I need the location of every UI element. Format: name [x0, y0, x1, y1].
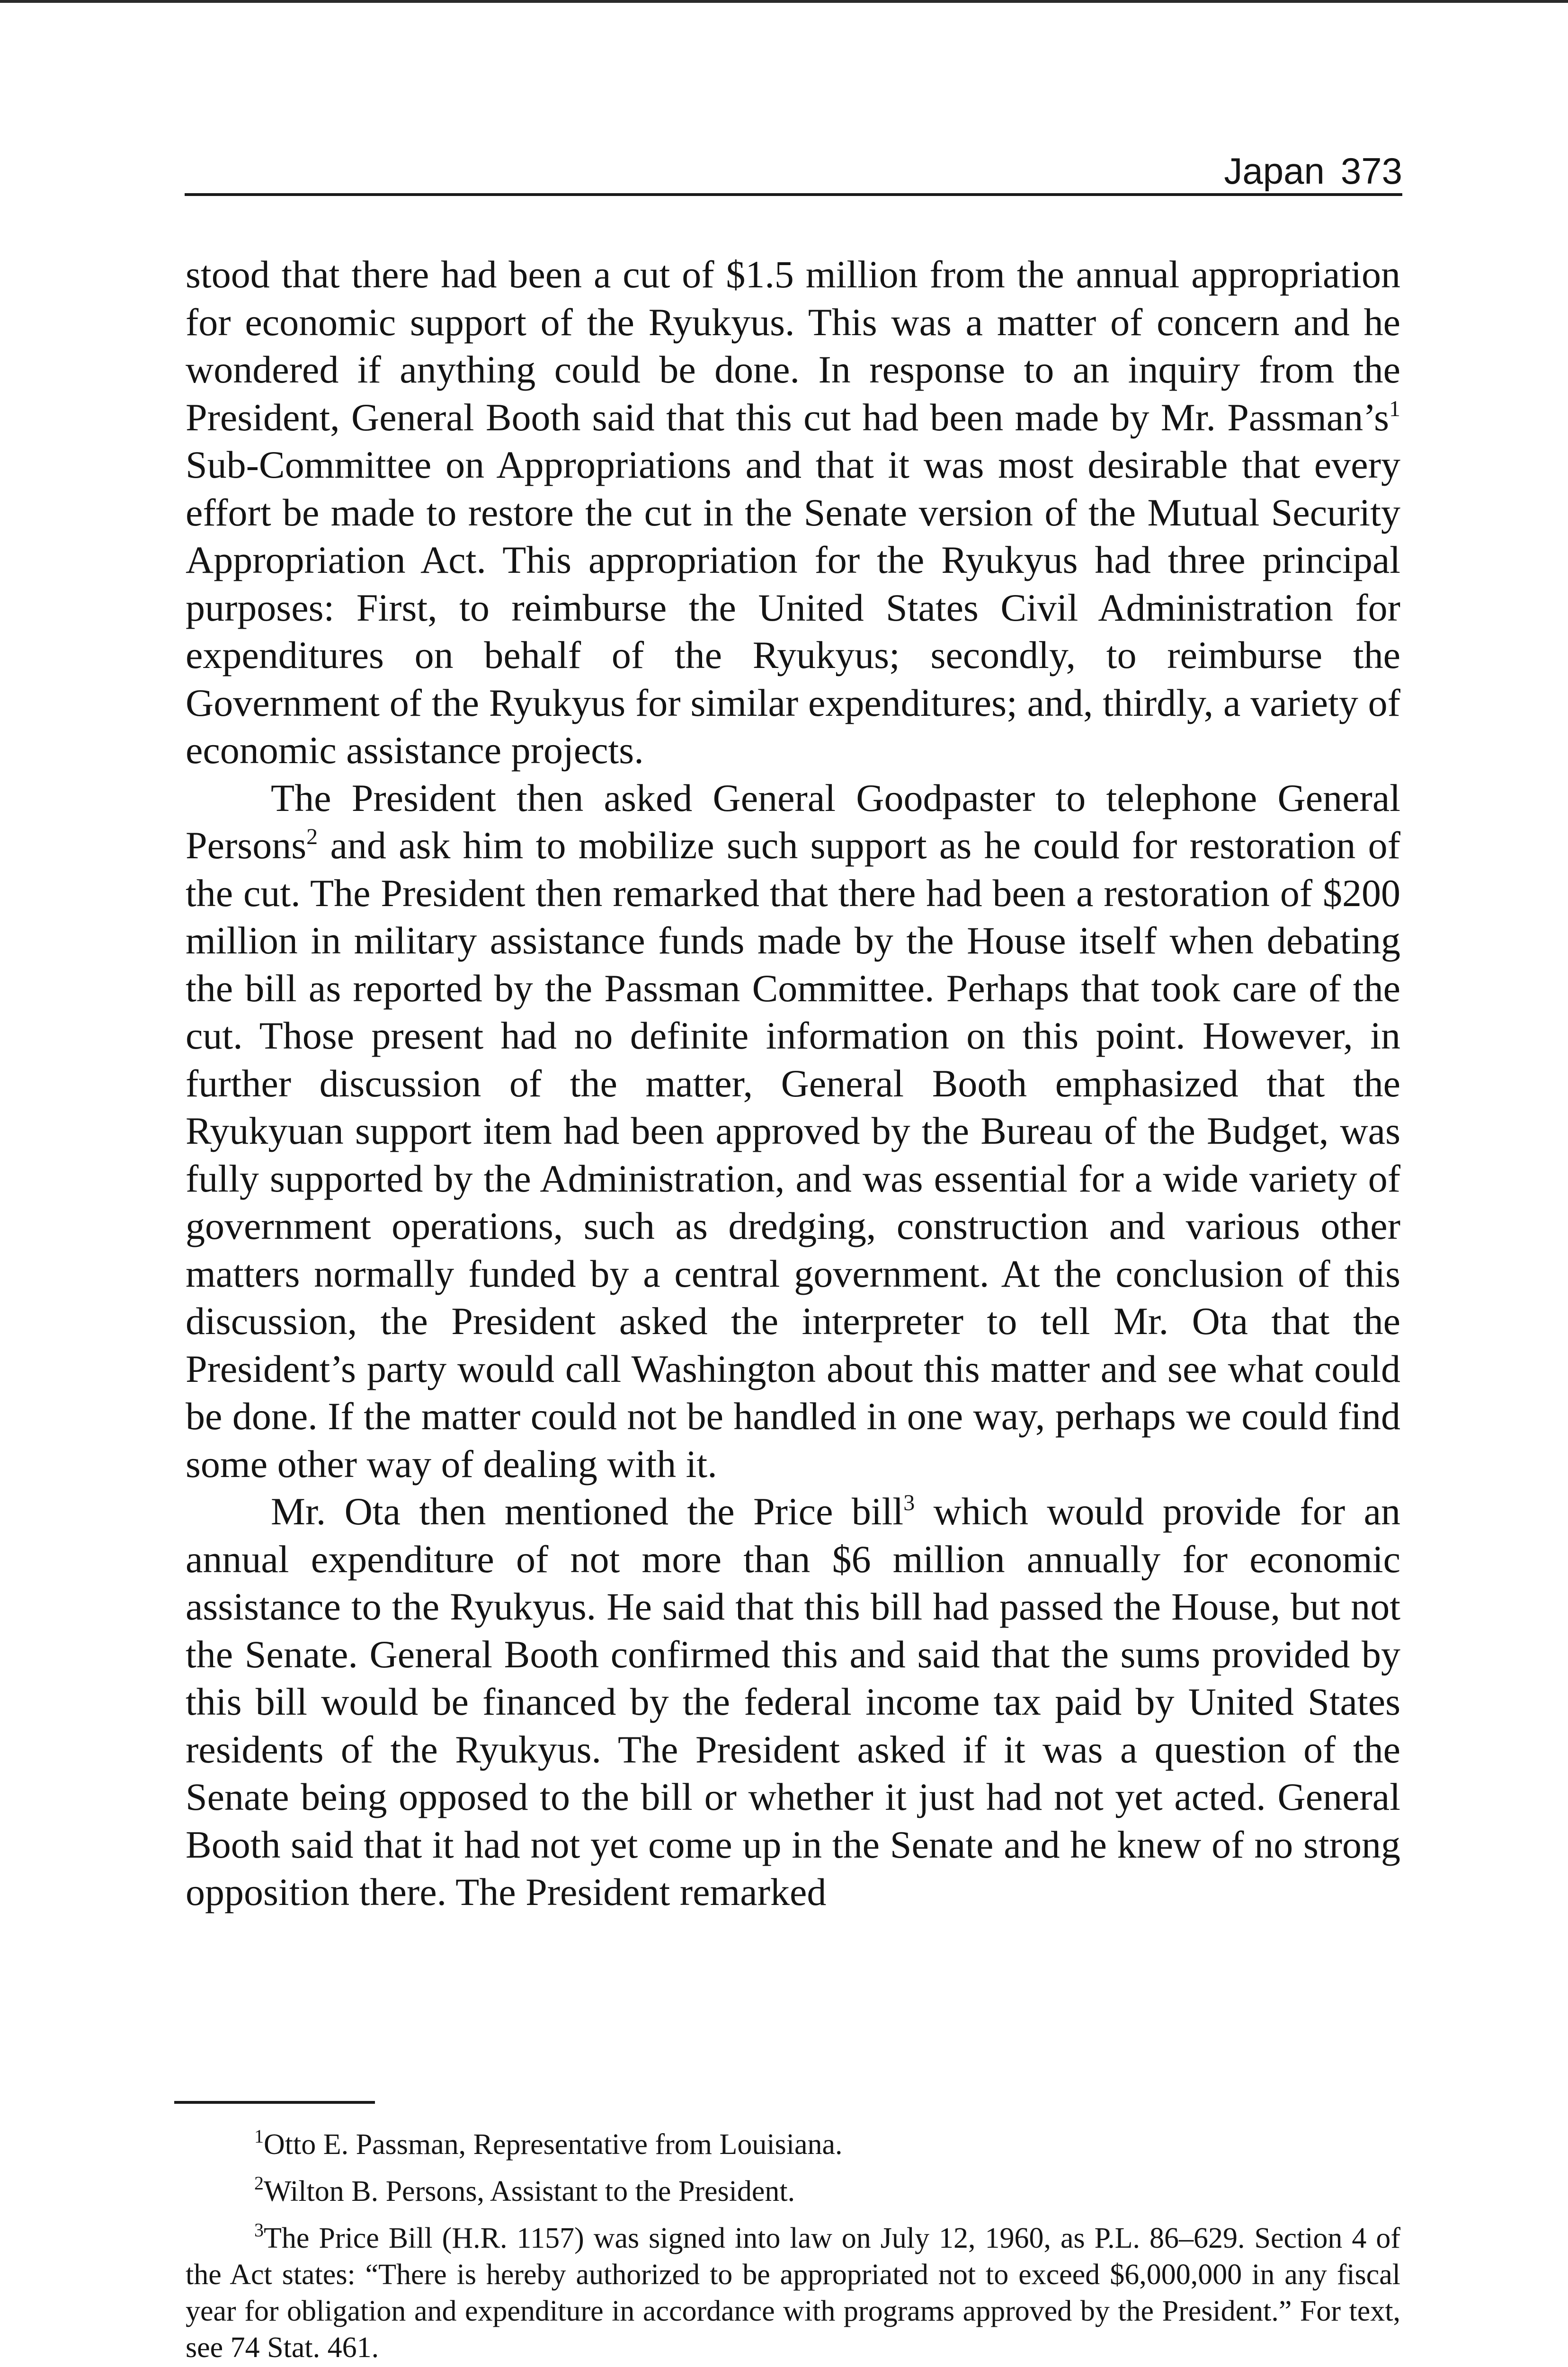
paragraph-1-text-a: stood that there had been a cut of $1.5 million from the annual appropriation for economic support of the Ryukyus. This was a matter of concern and he wondered if anything could be done. In response to an inquiry from the President, General Booth said that this cut had been made by Mr. Passman’s — [186, 253, 1400, 439]
footnote-1-number: 1 — [254, 2126, 264, 2147]
running-head — [1224, 150, 1402, 192]
footnote-separator — [174, 2101, 375, 2104]
footnotes — [186, 2127, 1400, 2367]
paragraph-2-text-b: and ask him to mobilize such support as he could for restoration of the cut. The President then remarked that there had been a restoration of $200 million in military assistance funds made by the House itself when debating the bill as reported by the Passman Committee. Perhaps that took care of the cut. Those present had no definite information on this point. However, in further discussion of the matter, General Booth emphasized that the Ryukyuan support item had been approved by the Bureau of the Budget, was fully supported by the Administration, and was essential for a wide variety of government operations, such as dredging, construction and various other matters normally funded by a central government. At the conclusion of this discussion, the President asked the interpreter to tell Mr. Ota that the President’s party would call Washington about this matter and see what could be done. If the matter could not be handled in one way, perhaps we could find some other way of dealing with it. — [186, 824, 1400, 1486]
paragraph-2-text-a: The President then asked General Goodpaster to telephone General Persons — [186, 776, 1400, 867]
footnote-2 — [186, 2173, 1400, 2210]
paragraph-3-text-a: Mr. Ota then mentioned the Price bill — [271, 1490, 904, 1533]
footnote-ref-2: 2 — [306, 824, 318, 849]
footnote-2-text: Wilton B. Persons, Assistant to the President. — [264, 2175, 795, 2207]
footnote-3 — [186, 2220, 1400, 2366]
page-header — [185, 137, 1402, 196]
footnote-3-text: The Price Bill (H.R. 1157) was signed into law on July 12, 1960, as P.L. 86–629. Section 4 of the Act states: “There is hereby authorized to be appropriated not to exceed $6,000,000 in any fiscal year for obligation and expenditure in accordance with programs approved by the President.” For text, see 74 Stat. 461. — [186, 2222, 1400, 2364]
paragraph-3-text-b: which would provide for an annual expenditure of not more than $6 million annually for economic assistance to the Ryukyus. He said that this bill had passed the House, but not the Senate. General Booth confirmed this and said that the sums provided by this bill would be financed by the federal income tax paid by United States residents of the Ryukyus. The President asked if it was a question of the Senate being opposed to the bill or whether it just had not yet acted. General Booth said that it had not yet come up in the Senate and he knew of no strong opposition there. The President remarked — [186, 1490, 1400, 1913]
running-head-title: Japan — [1224, 150, 1325, 192]
footnote-3-number: 3 — [254, 2219, 264, 2241]
footnote-1-text: Otto E. Passman, Representative from Louisiana. — [264, 2128, 843, 2161]
top-edge-rule — [0, 0, 1568, 3]
body-text — [186, 251, 1400, 1916]
footnote-ref-3: 3 — [903, 1490, 915, 1515]
paragraph-1-text-b: Sub-Committee on Appropriations and that it was most desirable that every effort be made to restore the cut in the Senate version of the Mutual Security Appropriation Act. This appropriation for the Ryukyus had three principal purposes: First, to reimburse the United States Civil Administration for expenditures on behalf of the Ryukyus; secondly, to reimburse the Government of the Ryukyus for similar expenditures; and, thirdly, a variety of economic assistance projects. — [186, 443, 1400, 772]
paragraph-3 — [186, 1488, 1400, 1916]
paragraph-2 — [186, 774, 1400, 1488]
footnote-ref-1: 1 — [1389, 396, 1400, 421]
footnote-2-number: 2 — [254, 2172, 264, 2194]
page-number: 373 — [1340, 150, 1402, 192]
paragraph-1 — [186, 251, 1400, 774]
footnote-1 — [186, 2127, 1400, 2163]
